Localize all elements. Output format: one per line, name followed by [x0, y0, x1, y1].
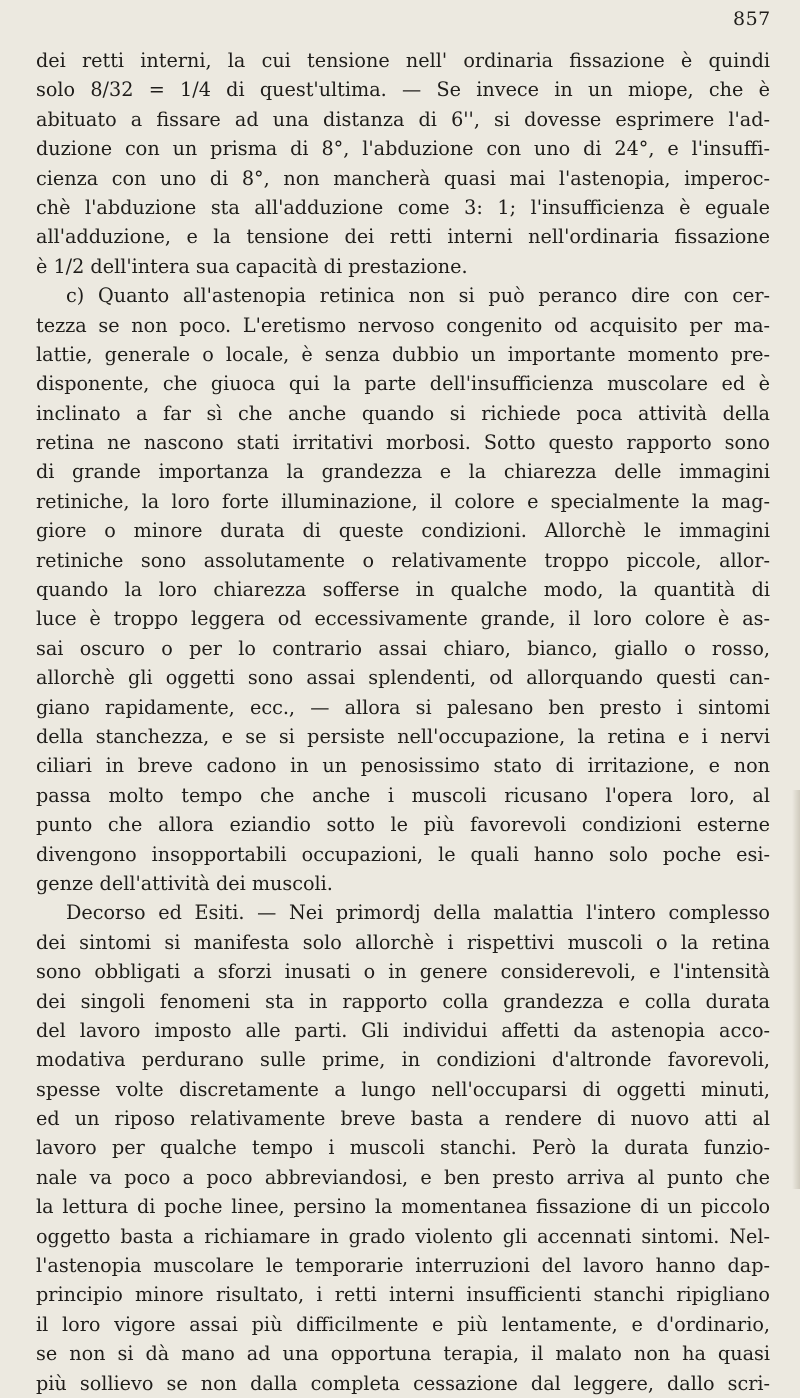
text-line: giore o minore durata di queste condizioni. Allorchè le immagini — [36, 519, 770, 543]
text-line: oggetto basta a richiamare in grado violento gli accennati sintomi. Nel- — [36, 1224, 770, 1248]
page-edge-shadow — [792, 790, 800, 1189]
text-line: retiniche sono assolutamente o relativamente troppo piccole, allor- — [36, 548, 770, 572]
text-line: ed un riposo relativamente breve basta a rendere di nuovo atti al — [36, 1107, 770, 1131]
text-line: genze dell'attività dei muscoli. — [36, 871, 333, 895]
text-line: punto che allora eziandio sotto le più favorevoli condizioni esterne — [36, 813, 770, 837]
text-line: chè l'abduzione sta all'adduzione come 3: 1; l'insufficienza è eguale — [36, 195, 770, 219]
text-line: sai oscuro o per lo contrario assai chiaro, bianco, giallo o rosso, — [36, 636, 770, 660]
text-line: di grande importanza la grandezza e la chiarezza delle immagini — [36, 460, 770, 484]
text-line: tezza se non poco. L'eretismo nervoso congenito od acquisito per ma- — [36, 313, 770, 337]
body-text — [36, 46, 770, 1398]
text-line: giano rapidamente, ecc., — allora si palesano ben presto i sintomi — [36, 695, 770, 719]
text-line: l'astenopia muscolare le temporarie interruzioni del lavoro hanno dap- — [36, 1254, 770, 1278]
text-line: allorchè gli oggetti sono assai splendenti, od allorquando questi can- — [36, 666, 770, 690]
text-line: nale va poco a poco abbreviandosi, e ben presto arriva al punto che — [36, 1165, 770, 1189]
text-line: disponente, che giuoca qui la parte dell'insufficienza muscolare ed è — [36, 372, 770, 396]
text-line: c) Quanto all'astenopia retinica non si può peranco dire con cer- — [66, 284, 770, 308]
text-line: all'adduzione, e la tensione dei retti interni nell'ordinaria fissazione — [36, 225, 770, 249]
text-line: dei singoli fenomeni sta in rapporto colla grandezza e colla durata — [36, 989, 770, 1013]
page-number: 857 — [733, 8, 771, 30]
text-line: lavoro per qualche tempo i muscoli stanchi. Però la durata funzio- — [36, 1136, 770, 1160]
text-line: abituato a fissare ad una distanza di 6'', si dovesse esprimere l'ad- — [36, 107, 770, 131]
text-line: spesse volte discretamente a lungo nell'occuparsi di oggetti minuti, — [36, 1077, 770, 1101]
text-line: solo 8/32 = 1/4 di quest'ultima. — Se invece in un miope, che è — [36, 78, 770, 102]
text-line: del lavoro imposto alle parti. Gli individui affetti da astenopia acco- — [36, 1018, 770, 1042]
section-heading-line: Decorso ed Esiti. — Nei primordj della malattia l'intero complesso — [66, 901, 770, 925]
text-line: dei retti interni, la cui tensione nell' ordinaria fissazione è quindi — [36, 49, 770, 72]
text-line: retina ne nascono stati irritativi morbosi. Sotto questo rapporto sono — [36, 431, 770, 455]
text-line: il loro vigore assai più difficilmente e più lentamente, e d'ordinario, — [36, 1312, 770, 1336]
text-line: principio minore risultato, i retti interni insufficienti stanchi ripigliano — [36, 1283, 770, 1307]
text-line: quando la loro chiarezza sofferse in qualche modo, la quantità di — [36, 578, 770, 602]
text-line: passa molto tempo che anche i muscoli ricusano l'opera loro, al — [36, 783, 770, 807]
text-line: più sollievo se non dalla completa cessazione dal leggere, dallo scri- — [36, 1371, 770, 1395]
text-line: sono obbligati a sforzi inusati o in genere considerevoli, e l'intensità — [36, 960, 770, 984]
text-line: duzione con un prisma di 8°, l'abduzione con uno di 24°, e l'insuffi- — [36, 137, 770, 161]
text-line: retiniche, la loro forte illuminazione, il colore e specialmente la mag- — [36, 489, 770, 513]
text-line: modativa perdurano sulle prime, in condizioni d'altronde favorevoli, — [36, 1048, 770, 1072]
text-line: se non si dà mano ad una opportuna terapia, il malato non ha quasi — [36, 1342, 770, 1366]
text-line: luce è troppo leggera od eccessivamente grande, il loro colore è as- — [36, 607, 770, 631]
text-line: inclinato a far sì che anche quando si richiede poca attività della — [36, 401, 770, 425]
text-line: della stanchezza, e se si persiste nell'occupazione, la retina e i nervi — [36, 724, 770, 748]
text-line: divengono insopportabili occupazioni, le quali hanno solo poche esi- — [36, 842, 770, 866]
text-line: ciliari in breve cadono in un penosissimo stato di irritazione, e non — [36, 754, 770, 778]
text-line: cienza con uno di 8°, non mancherà quasi mai l'astenopia, imperoc- — [36, 166, 770, 190]
text-line: dei sintomi si manifesta solo allorchè i rispettivi muscoli o la retina — [36, 930, 770, 954]
text-line: lattie, generale o locale, è senza dubbio un importante momento pre- — [36, 342, 770, 366]
text-line: è 1/2 dell'intera sua capacità di prestazione. — [36, 254, 468, 278]
text-line: la lettura di poche linee, persino la momentanea fissazione di un piccolo — [36, 1195, 770, 1219]
